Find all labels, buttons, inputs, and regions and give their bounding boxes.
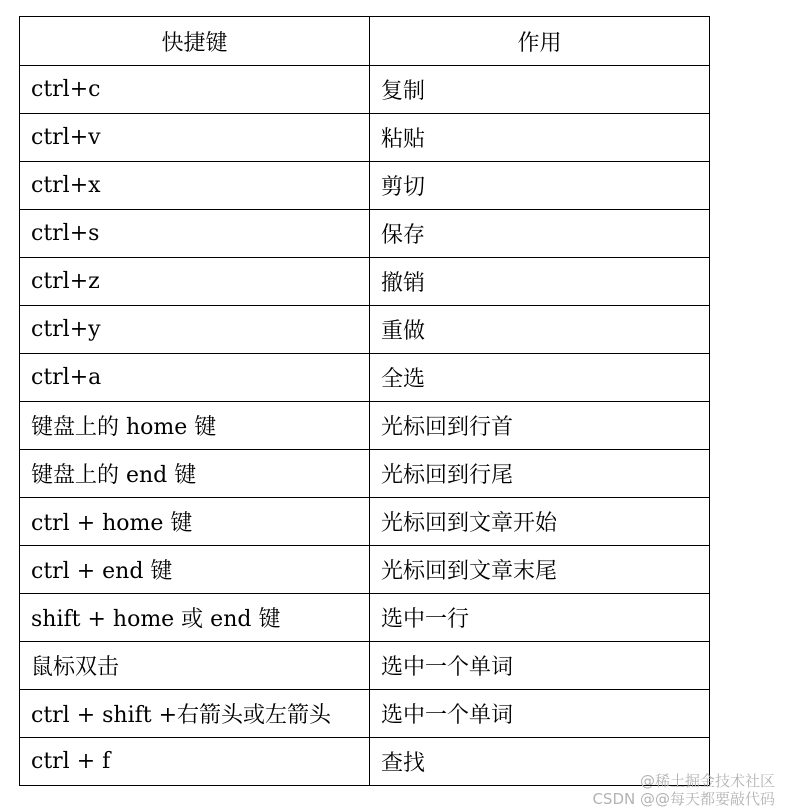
shortcut-cell: ctrl + home 键 xyxy=(20,498,370,546)
function-cell: 全选 xyxy=(370,354,710,402)
table-row xyxy=(20,114,710,162)
shortcut-cell: shift + home 或 end 键 xyxy=(20,594,370,642)
shortcut-cell: 键盘上的 end 键 xyxy=(20,450,370,498)
function-cell: 重做 xyxy=(370,306,710,354)
function-cell: 复制 xyxy=(370,66,710,114)
table-row xyxy=(20,738,710,786)
table-row xyxy=(20,690,710,738)
table-row xyxy=(20,306,710,354)
function-cell: 光标回到行首 xyxy=(370,402,710,450)
shortcut-cell: ctrl+y xyxy=(20,306,370,354)
table-row xyxy=(20,498,710,546)
table-row xyxy=(20,162,710,210)
table-row xyxy=(20,402,710,450)
csdn-watermark: CSDN @@每天都要敲代码 xyxy=(592,790,775,808)
function-cell: 粘贴 xyxy=(370,114,710,162)
shortcut-cell: ctrl+s xyxy=(20,210,370,258)
function-cell: 查找 xyxy=(370,738,710,786)
table-row xyxy=(20,66,710,114)
shortcut-cell: ctrl + f xyxy=(20,738,370,786)
function-cell: 撤销 xyxy=(370,258,710,306)
shortcut-table xyxy=(19,16,710,786)
juejin-watermark: @稀土掘金技术社区 xyxy=(639,772,775,790)
table-row xyxy=(20,594,710,642)
shortcut-cell: ctrl+z xyxy=(20,258,370,306)
function-cell: 选中一个单词 xyxy=(370,690,710,738)
shortcut-cell: 键盘上的 home 键 xyxy=(20,402,370,450)
table-header-row xyxy=(20,17,710,66)
shortcut-cell: ctrl+c xyxy=(20,66,370,114)
shortcut-cell: 鼠标双击 xyxy=(20,642,370,690)
header-function: 作用 xyxy=(370,17,710,66)
function-cell: 保存 xyxy=(370,210,710,258)
table-row xyxy=(20,546,710,594)
function-cell: 光标回到文章开始 xyxy=(370,498,710,546)
table-row xyxy=(20,354,710,402)
shortcut-cell: ctrl+v xyxy=(20,114,370,162)
shortcut-cell: ctrl + end 键 xyxy=(20,546,370,594)
function-cell: 光标回到行尾 xyxy=(370,450,710,498)
shortcut-cell: ctrl+x xyxy=(20,162,370,210)
header-shortcut: 快捷键 xyxy=(20,17,370,66)
table-row xyxy=(20,642,710,690)
table-row xyxy=(20,258,710,306)
function-cell: 选中一行 xyxy=(370,594,710,642)
function-cell: 选中一个单词 xyxy=(370,642,710,690)
shortcut-cell: ctrl + shift +右箭头或左箭头 xyxy=(20,690,370,738)
table-row xyxy=(20,210,710,258)
function-cell: 剪切 xyxy=(370,162,710,210)
shortcut-cell: ctrl+a xyxy=(20,354,370,402)
function-cell: 光标回到文章末尾 xyxy=(370,546,710,594)
table-row xyxy=(20,450,710,498)
